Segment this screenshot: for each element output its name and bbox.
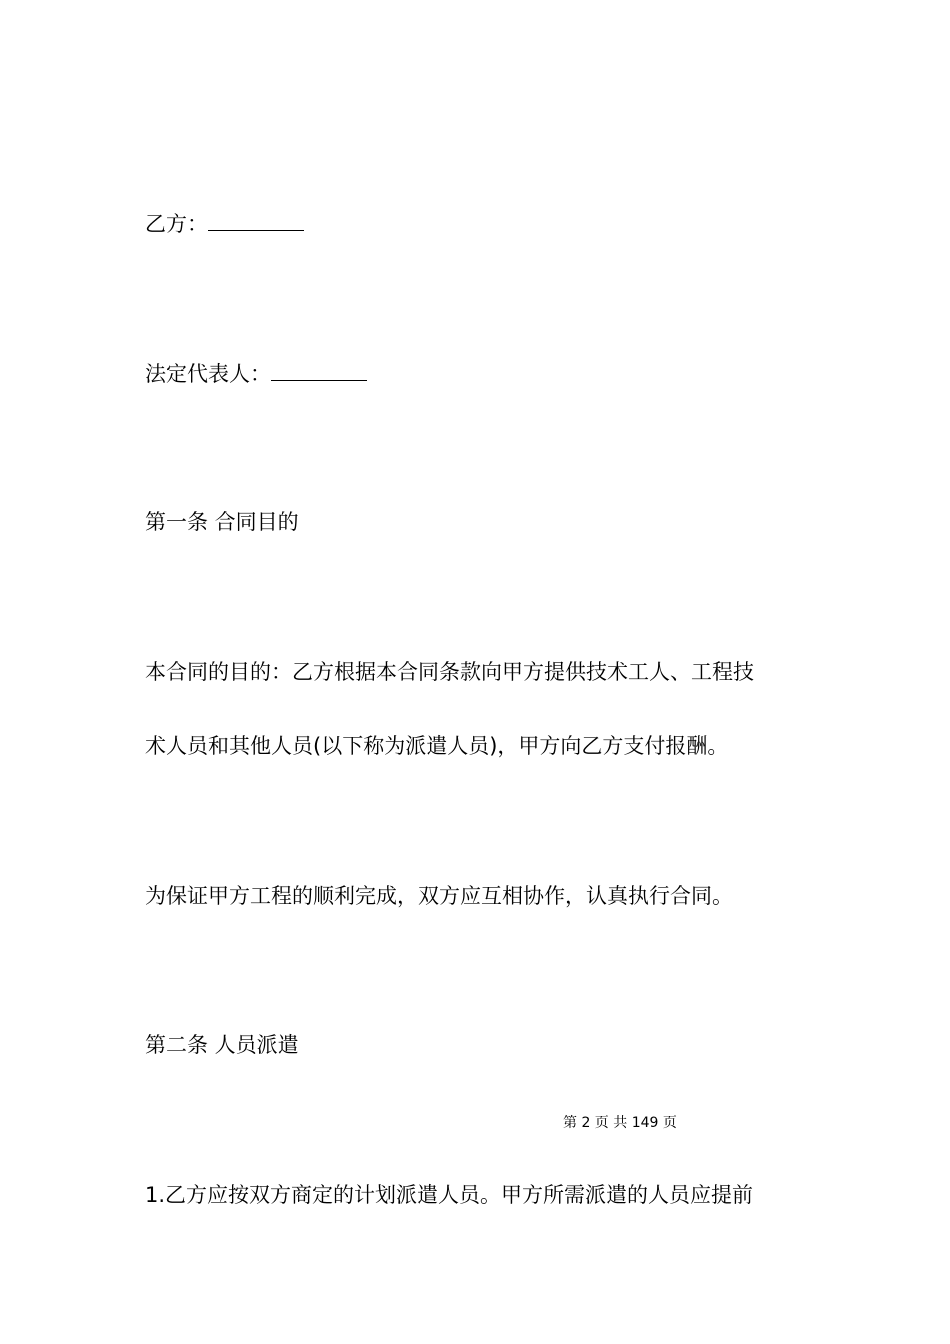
party-b-label: 乙方： — [145, 212, 208, 236]
article1-para2: 为保证甲方工程的顺利完成，双方应互相协作，认真执行合同。 — [145, 884, 733, 908]
article1-para1-line2: 术人员和其他人员(以下称为派遣人员)，甲方向乙方支付报酬。 — [145, 734, 729, 758]
party-b-line — [145, 209, 304, 239]
article2-item1-line1: 1.乙方应按双方商定的计划派遣人员。甲方所需派遣的人员应提前 — [145, 1183, 754, 1207]
article2-heading: 第二条 人员派遣 — [145, 1033, 299, 1057]
legal-rep-line — [145, 359, 367, 389]
page-footer: 第 2 页 共 149 页 — [563, 1115, 677, 1131]
legal-rep-blank — [271, 362, 367, 381]
article1-para1-line1: 本合同的目的：乙方根据本合同条款向甲方提供技术工人、工程技 — [145, 660, 754, 684]
party-b-blank — [208, 212, 304, 231]
legal-rep-label: 法定代表人： — [145, 362, 271, 386]
article1-heading: 第一条 合同目的 — [145, 510, 299, 534]
